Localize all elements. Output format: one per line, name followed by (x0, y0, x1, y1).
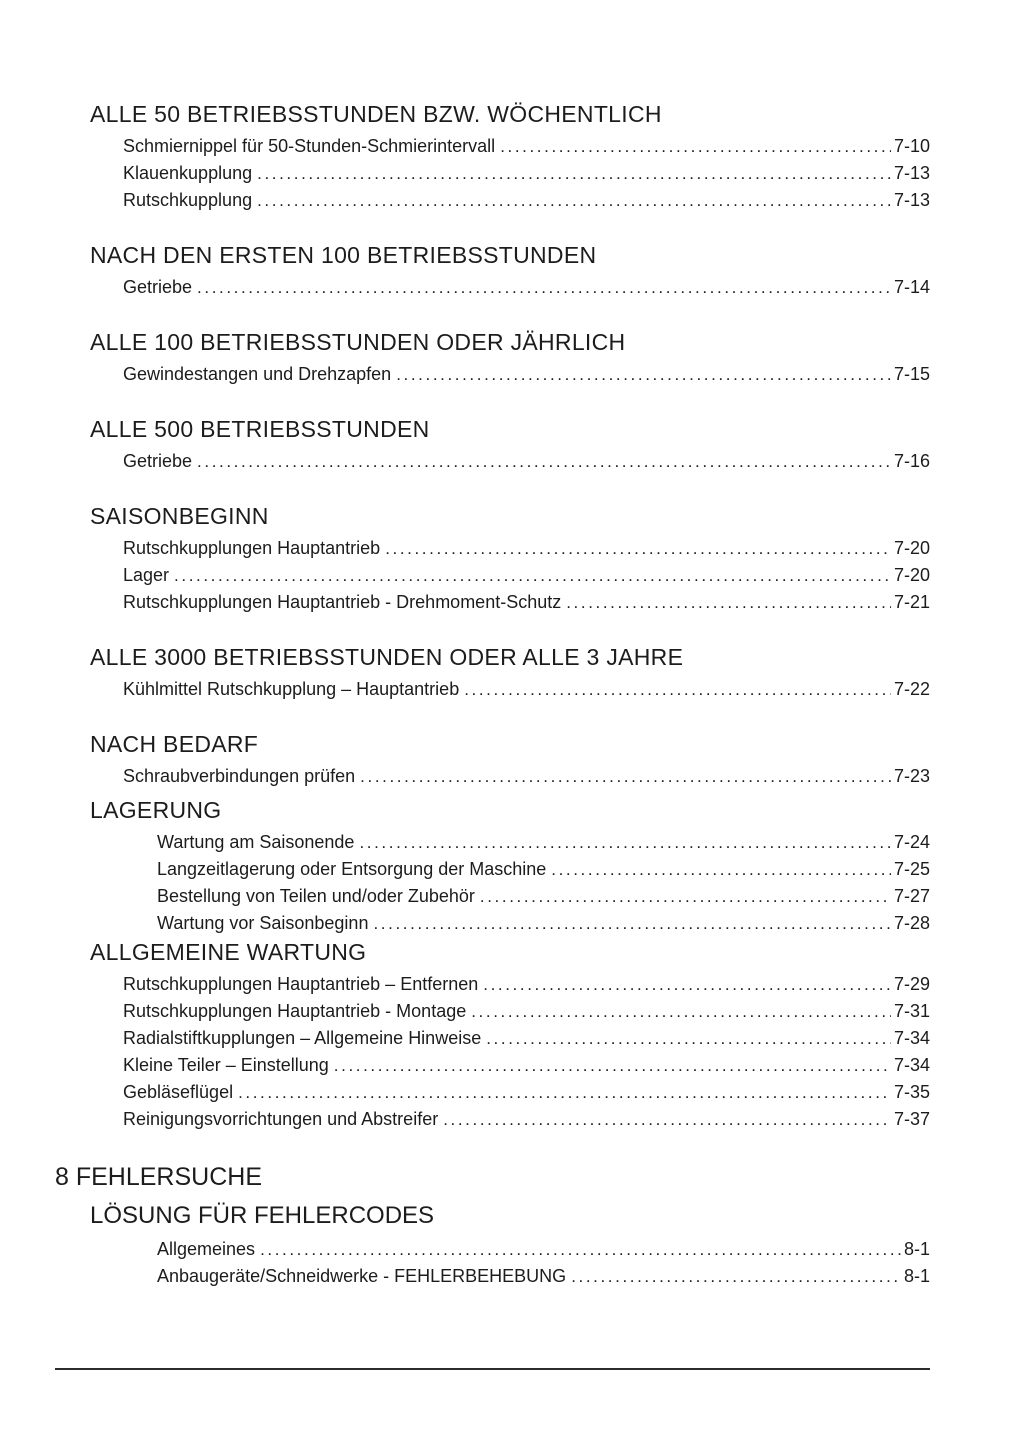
toc-entry (123, 763, 930, 790)
toc-entry (123, 676, 930, 703)
toc-entry-label: Gebläseflügel (123, 1082, 234, 1102)
toc-section (55, 328, 930, 388)
leader-dots (464, 676, 891, 703)
toc-entry-page: 8-1 (903, 1239, 930, 1259)
toc-entry-page: 7-37 (893, 1109, 930, 1129)
toc-entry-label: Gewindestangen und Drehzapfen (123, 364, 392, 384)
subsection-heading: LÖSUNG FÜR FEHLERCODES (90, 1202, 435, 1229)
toc-entry (157, 829, 930, 856)
toc-section-heading: ALLE 100 BETRIEBSSTUNDEN ODER JÄHRLICH (90, 329, 626, 355)
toc-entry (123, 274, 930, 301)
toc-section-heading: ALLE 3000 BETRIEBSSTUNDEN ODER ALLE 3 JAHRE (90, 644, 684, 670)
leader-dots (500, 133, 891, 160)
toc-entry (123, 971, 930, 998)
toc-entry-page: 7-21 (893, 592, 930, 612)
leader-dots (551, 856, 891, 883)
toc-entry (157, 883, 930, 910)
toc-entry-page: 7-16 (893, 451, 930, 471)
toc-entry-label: Schraubverbindungen prüfen (123, 766, 356, 786)
leader-dots (197, 274, 891, 301)
toc-entry-label: Bestellung von Teilen und/oder Zubehör (157, 886, 475, 906)
toc-entry-page: 8-1 (903, 1266, 930, 1286)
toc-entry-page: 7-34 (893, 1028, 930, 1048)
toc-section-heading: SAISONBEGINN (90, 503, 269, 529)
toc-entry-label: Wartung am Saisonende (157, 832, 355, 852)
chapter-heading: 8 FEHLERSUCHE (55, 1163, 262, 1191)
leader-dots (571, 1263, 901, 1290)
toc-entry-page: 7-34 (893, 1055, 930, 1075)
toc-section (55, 730, 930, 790)
toc-entry-label: Reinigungsvorrichtungen und Abstreifer (123, 1109, 439, 1129)
toc-entry (123, 1079, 930, 1106)
toc-entry-page: 7-35 (893, 1082, 930, 1102)
toc-entry-page: 7-27 (893, 886, 930, 906)
toc-section-heading: ALLGEMEINE WARTUNG (90, 939, 367, 965)
toc-entry (123, 589, 930, 616)
toc-section (55, 241, 930, 301)
toc-section (55, 938, 930, 1133)
toc-entry (123, 187, 930, 214)
toc-entry-label: Wartung vor Saisonbeginn (157, 913, 369, 933)
toc-entry-page: 7-13 (893, 190, 930, 210)
leader-dots (174, 562, 891, 589)
toc-entry-label: Klauenkupplung (123, 163, 253, 183)
toc-entry (157, 1236, 930, 1263)
toc-entry (123, 1106, 930, 1133)
toc-entry-label: Kühlmittel Rutschkupplung – Hauptantrieb (123, 679, 460, 699)
toc-entry-label: Rutschkupplungen Hauptantrieb (123, 538, 381, 558)
toc-section (55, 643, 930, 703)
toc-entry-page: 7-31 (893, 1001, 930, 1021)
leader-dots (197, 448, 891, 475)
toc-entry-page: 7-23 (893, 766, 930, 786)
toc-entry-label: Lager (123, 565, 170, 585)
leader-dots (471, 998, 891, 1025)
toc-entry (157, 1263, 930, 1290)
toc-entry-label: Kleine Teiler – Einstellung (123, 1055, 329, 1075)
toc-entry-label: Getriebe (123, 277, 193, 297)
toc-entry (123, 1025, 930, 1052)
bottom-divider (55, 1368, 930, 1370)
toc-entry-label: Rutschkupplungen Hauptantrieb - Montage (123, 1001, 467, 1021)
leader-dots (360, 763, 891, 790)
toc-entry-page: 7-29 (893, 974, 930, 994)
toc-entry-label: Schmiernippel für 50-Stunden-Schmierintervall (123, 136, 496, 156)
leader-dots (334, 1052, 891, 1079)
toc-section-heading: ALLE 50 BETRIEBSSTUNDEN BZW. WÖCHENTLICH (90, 101, 662, 127)
toc-entry-label: Getriebe (123, 451, 193, 471)
toc-section (55, 100, 930, 214)
toc-entry (157, 910, 930, 937)
toc-entry-page: 7-22 (893, 679, 930, 699)
leader-dots (373, 910, 891, 937)
toc-section-heading: NACH BEDARF (90, 731, 259, 757)
toc-entry (157, 856, 930, 883)
leader-dots (443, 1106, 891, 1133)
toc-entry (123, 133, 930, 160)
leader-dots (483, 971, 891, 998)
leader-dots (260, 1236, 901, 1263)
leader-dots (486, 1025, 891, 1052)
toc-entry-page: 7-28 (893, 913, 930, 933)
leader-dots (257, 160, 891, 187)
toc-section-heading: ALLE 500 BETRIEBSSTUNDEN (90, 416, 430, 442)
toc-entry (123, 535, 930, 562)
toc-entry-label: Rutschkupplungen Hauptantrieb – Entfernen (123, 974, 479, 994)
toc-entry (123, 562, 930, 589)
toc-section-heading: LAGERUNG (90, 797, 222, 823)
leader-dots (238, 1079, 891, 1106)
toc-entry-label: Radialstiftkupplungen – Allgemeine Hinweise (123, 1028, 482, 1048)
toc-entry (123, 998, 930, 1025)
toc-entry-page: 7-13 (893, 163, 930, 183)
toc-entry-page: 7-15 (893, 364, 930, 384)
toc-entry-label: Allgemeines (157, 1239, 256, 1259)
toc-section-heading: NACH DEN ERSTEN 100 BETRIEBSSTUNDEN (90, 242, 597, 268)
toc-entry-label: Rutschkupplungen Hauptantrieb - Drehmoment-Schutz (123, 592, 562, 612)
toc-entry-label: Rutschkupplung (123, 190, 253, 210)
leader-dots (396, 361, 891, 388)
toc-entry (123, 361, 930, 388)
leader-dots (566, 589, 891, 616)
toc-chapter (55, 1162, 930, 1290)
toc-entry-page: 7-20 (893, 565, 930, 585)
toc-entry (123, 160, 930, 187)
toc-entry (123, 448, 930, 475)
toc-entry-page: 7-25 (893, 859, 930, 879)
toc-entry-page: 7-24 (893, 832, 930, 852)
toc-section (55, 415, 930, 475)
toc-section (55, 796, 930, 937)
leader-dots (480, 883, 891, 910)
toc-entry-label: Anbaugeräte/Schneidwerke - FEHLERBEHEBUNG (157, 1266, 567, 1286)
leader-dots (257, 187, 891, 214)
toc-entry-page: 7-14 (893, 277, 930, 297)
leader-dots (359, 829, 891, 856)
toc-entry-page: 7-10 (893, 136, 930, 156)
toc-entry (123, 1052, 930, 1079)
toc-section (55, 502, 930, 616)
toc-entry-page: 7-20 (893, 538, 930, 558)
toc-entry-label: Langzeitlagerung oder Entsorgung der Maschine (157, 859, 547, 879)
leader-dots (385, 535, 891, 562)
